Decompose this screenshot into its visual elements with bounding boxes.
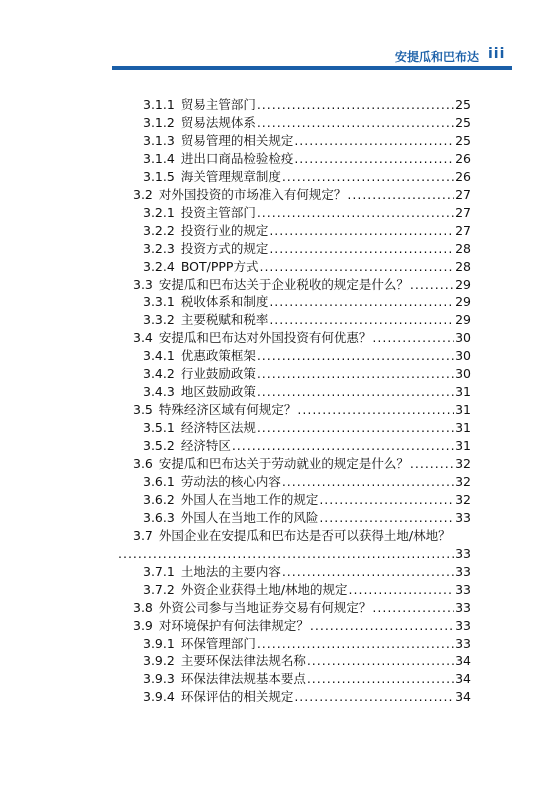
toc-entry-page: 32: [455, 491, 471, 507]
toc-entry-page: 27: [455, 186, 471, 202]
toc-entry[interactable]: [133, 527, 483, 545]
toc-entry-number: 3.3: [133, 276, 153, 292]
toc-entry-number: 3.7.1: [143, 563, 175, 579]
dot-leader: [307, 652, 454, 670]
dot-leader: [319, 509, 454, 527]
toc-entry[interactable]: [133, 186, 471, 204]
toc-entry-title: 行业鼓励政策: [180, 366, 256, 382]
toc-entry[interactable]: [143, 204, 471, 222]
toc-entry[interactable]: [133, 401, 471, 419]
toc-entry-title: 对环境保护有何法律规定？: [158, 617, 309, 633]
dot-leader: [282, 473, 454, 491]
toc-entry[interactable]: [143, 222, 471, 240]
toc-entry-page: 31: [455, 402, 471, 418]
toc-entry[interactable]: [133, 617, 471, 635]
toc-entry-title: 贸易法规体系: [180, 114, 256, 130]
running-header-title: 安提瓜和巴布达: [394, 50, 479, 64]
toc-entry-title: 外国企业在安提瓜和巴布达是否可以获得土地/林地？: [158, 527, 451, 543]
toc-entry-number: 3.1.5: [143, 168, 175, 184]
dot-leader: [257, 635, 454, 653]
toc-entry-page: 30: [455, 330, 471, 346]
toc-entry[interactable]: [143, 150, 471, 168]
dot-leader: [307, 670, 454, 688]
toc-entry-title: 环保法律法规基本要点: [180, 671, 306, 687]
toc-entry-page: 33: [455, 509, 471, 525]
toc-entry-title: 投资主管部门: [180, 204, 256, 220]
toc-entry-page: 33: [455, 563, 471, 579]
toc-entry-number: 3.7.2: [143, 581, 175, 597]
toc-entry-number: 3.2.4: [143, 258, 175, 274]
toc-entry-number: 3.3.2: [143, 312, 175, 328]
toc-entry-title: 地区鼓励政策: [180, 384, 256, 400]
toc-entry[interactable]: [143, 168, 471, 186]
toc-entry-number: 3.5.2: [143, 438, 175, 454]
dot-leader: [410, 455, 454, 473]
toc-entry[interactable]: [143, 365, 471, 383]
toc-entry-number: 3.4.2: [143, 366, 175, 382]
toc-entry-page: 25: [455, 114, 471, 130]
toc-entry[interactable]: [143, 347, 471, 365]
toc-entry-number: 3.2: [133, 186, 153, 202]
toc-entry-page: 34: [455, 689, 471, 705]
dot-leader: [349, 581, 455, 599]
toc-entry-page: 28: [455, 258, 471, 274]
dot-leader: [347, 186, 454, 204]
toc-entry-title: 安提瓜和巴布达对外国投资有何优惠？: [158, 330, 372, 346]
toc-entry[interactable]: [143, 437, 471, 455]
toc-entry-title: 海关管理规章制度: [180, 168, 281, 184]
toc-entry-title: BOT/PPP方式: [180, 258, 259, 274]
toc-entry[interactable]: [143, 132, 471, 150]
toc-entry-number: 3.9.4: [143, 689, 175, 705]
toc-entry-number: 3.1.1: [143, 97, 175, 112]
toc-entry[interactable]: [143, 240, 471, 258]
toc-entry-page: 33: [455, 617, 471, 633]
toc-entry-page: 30: [455, 366, 471, 382]
toc-entry[interactable]: [133, 455, 471, 473]
toc-entry-title: 贸易主管部门: [180, 97, 256, 112]
toc-entry-page: 28: [455, 240, 471, 256]
toc-entry-number: 3.2.3: [143, 240, 175, 256]
toc-entry-page: 33: [455, 599, 471, 615]
toc-entry-title: 外资企业获得土地/林地的规定: [180, 581, 348, 597]
toc-entry-number: 3.6.3: [143, 509, 175, 525]
toc-entry-page: 33: [455, 581, 471, 597]
toc-entry-page: 31: [455, 384, 471, 400]
toc-entry-number: 3.8: [133, 599, 153, 615]
toc-entry-page: 29: [455, 276, 471, 292]
toc-entry-title: 优惠政策框架: [180, 348, 256, 364]
toc-entry-title: 劳动法的核心内容: [180, 473, 281, 489]
toc-entry[interactable]: [143, 670, 471, 688]
toc-entry-number: 3.2.1: [143, 204, 175, 220]
toc-entry[interactable]: [143, 563, 471, 581]
toc-entry-title: 土地法的主要内容: [180, 563, 281, 579]
toc-entry-page: 25: [455, 97, 471, 112]
toc-entry-title: 经济特区: [180, 438, 231, 454]
toc-entry-page: 31: [455, 438, 471, 454]
toc-entry[interactable]: [143, 509, 471, 527]
toc-entry[interactable]: [143, 688, 471, 706]
dot-leader: [319, 491, 454, 509]
toc-entry-number: 3.2.2: [143, 222, 175, 238]
toc-entry-number: 3.6.1: [143, 473, 175, 489]
dot-leader: [259, 258, 454, 276]
dot-leader: [257, 114, 454, 132]
toc-entry[interactable]: [133, 329, 471, 347]
toc-entry-title: 外资公司参与当地证券交易有何规定？: [158, 599, 372, 615]
toc-entry-title: 投资方式的规定: [180, 240, 269, 256]
toc-entry-page: 34: [455, 671, 471, 687]
dot-leader: [294, 150, 454, 168]
toc-entry-continuation: [118, 545, 471, 563]
toc-entry-title: 外国人在当地工作的风险: [180, 509, 319, 525]
toc-entry[interactable]: [143, 311, 471, 329]
toc-entry-page: 34: [455, 653, 471, 669]
toc-entry[interactable]: [133, 599, 471, 617]
toc-entry[interactable]: [143, 114, 471, 132]
dot-leader: [372, 599, 454, 617]
dot-leader: [257, 419, 454, 437]
toc-entry-number: 3.1.4: [143, 150, 175, 166]
toc-entry-number: 3.5: [133, 402, 153, 418]
dot-leader: [257, 383, 454, 401]
dot-leader: [294, 132, 454, 150]
toc-entry-title: 投资行业的规定: [180, 222, 269, 238]
toc-entry-page: 25: [455, 132, 471, 148]
toc-entry-number: 3.9.1: [143, 635, 175, 651]
toc-entry-number: 3.5.1: [143, 420, 175, 436]
toc-entry-number: 3.9: [133, 617, 153, 633]
toc-entry-number: 3.1.2: [143, 114, 175, 130]
toc-entry[interactable]: [143, 258, 471, 276]
toc-entry[interactable]: [143, 473, 471, 491]
dot-leader: [294, 688, 454, 706]
toc-entry-title: 环保评估的相关规定: [180, 689, 294, 705]
toc-entry[interactable]: [143, 652, 471, 670]
toc-entry-title: 税收体系和制度: [180, 294, 269, 310]
toc-entry-number: 3.4.3: [143, 384, 175, 400]
toc-entry-title: 贸易管理的相关规定: [180, 132, 294, 148]
dot-leader: [282, 168, 454, 186]
toc-entry[interactable]: [143, 383, 471, 401]
toc-entry-number: 3.3.1: [143, 294, 175, 310]
toc-entry-page: 29: [455, 294, 471, 310]
toc-entry[interactable]: [143, 419, 471, 437]
toc-entry-page: 31: [455, 420, 471, 436]
toc-entry-title: 主要税赋和税率: [180, 312, 269, 328]
dot-leader: [232, 437, 454, 455]
toc-entry[interactable]: [143, 635, 471, 653]
toc-entry-page: 33: [455, 545, 471, 561]
toc-entry-page: 26: [455, 150, 471, 166]
toc-entry-number: 3.4.1: [143, 348, 175, 364]
toc-entry-title: 进出口商品检验检疫: [180, 150, 294, 166]
toc-entry-page: 32: [455, 456, 471, 471]
toc-entry-title: 特殊经济区域有何规定？: [158, 402, 297, 418]
toc-entry-number: 3.7: [133, 527, 153, 543]
dot-leader: [269, 293, 454, 311]
dot-leader: [269, 222, 454, 240]
toc-entry[interactable]: [143, 491, 471, 509]
header-rule: [112, 66, 512, 70]
dot-leader: [118, 545, 455, 563]
toc-entry-title: 经济特区法规: [180, 420, 256, 436]
toc-entry-page: 32: [455, 473, 471, 489]
dot-leader: [372, 329, 454, 347]
toc-entry-title: 安提瓜和巴布达关于企业税收的规定是什么？: [158, 276, 409, 292]
toc-entry[interactable]: [143, 293, 471, 311]
page-number: iii: [488, 46, 506, 62]
toc-entry-number: 3.9.2: [143, 653, 175, 669]
toc-entry-number: 3.6.2: [143, 491, 175, 507]
toc-entry-number: 3.4: [133, 330, 153, 346]
dot-leader: [410, 276, 454, 294]
toc-entry[interactable]: [143, 581, 471, 599]
dot-leader: [297, 401, 454, 419]
dot-leader: [257, 96, 454, 114]
dot-leader: [310, 617, 454, 635]
dot-leader: [269, 311, 454, 329]
toc-entry-page: 27: [455, 222, 471, 238]
toc-entry-title: 主要环保法律法规名称: [180, 653, 306, 669]
toc-entry-number: 3.9.3: [143, 671, 175, 687]
dot-leader: [257, 204, 454, 222]
toc-entry-title: 外国人在当地工作的规定: [180, 491, 319, 507]
toc-entry-page: 27: [455, 204, 471, 220]
toc-entry[interactable]: [133, 276, 471, 294]
dot-leader: [257, 347, 454, 365]
toc-entry-page: 33: [455, 635, 471, 651]
toc-entry-number: 3.1.3: [143, 132, 175, 148]
dot-leader: [257, 365, 454, 383]
toc-entry-title: 环保管理部门: [180, 635, 256, 651]
toc-entry-title: 安提瓜和巴布达关于劳动就业的规定是什么？: [158, 456, 409, 471]
toc-entry-page: 30: [455, 348, 471, 364]
dot-leader: [269, 240, 454, 258]
toc-entry-page: 29: [455, 312, 471, 328]
toc-entry[interactable]: [143, 96, 471, 114]
toc-entry-number: 3.6: [133, 456, 153, 471]
toc-entry-title: 对外国投资的市场准入有何规定？: [158, 186, 347, 202]
dot-leader: [282, 563, 454, 581]
toc-entry-page: 26: [455, 168, 471, 184]
